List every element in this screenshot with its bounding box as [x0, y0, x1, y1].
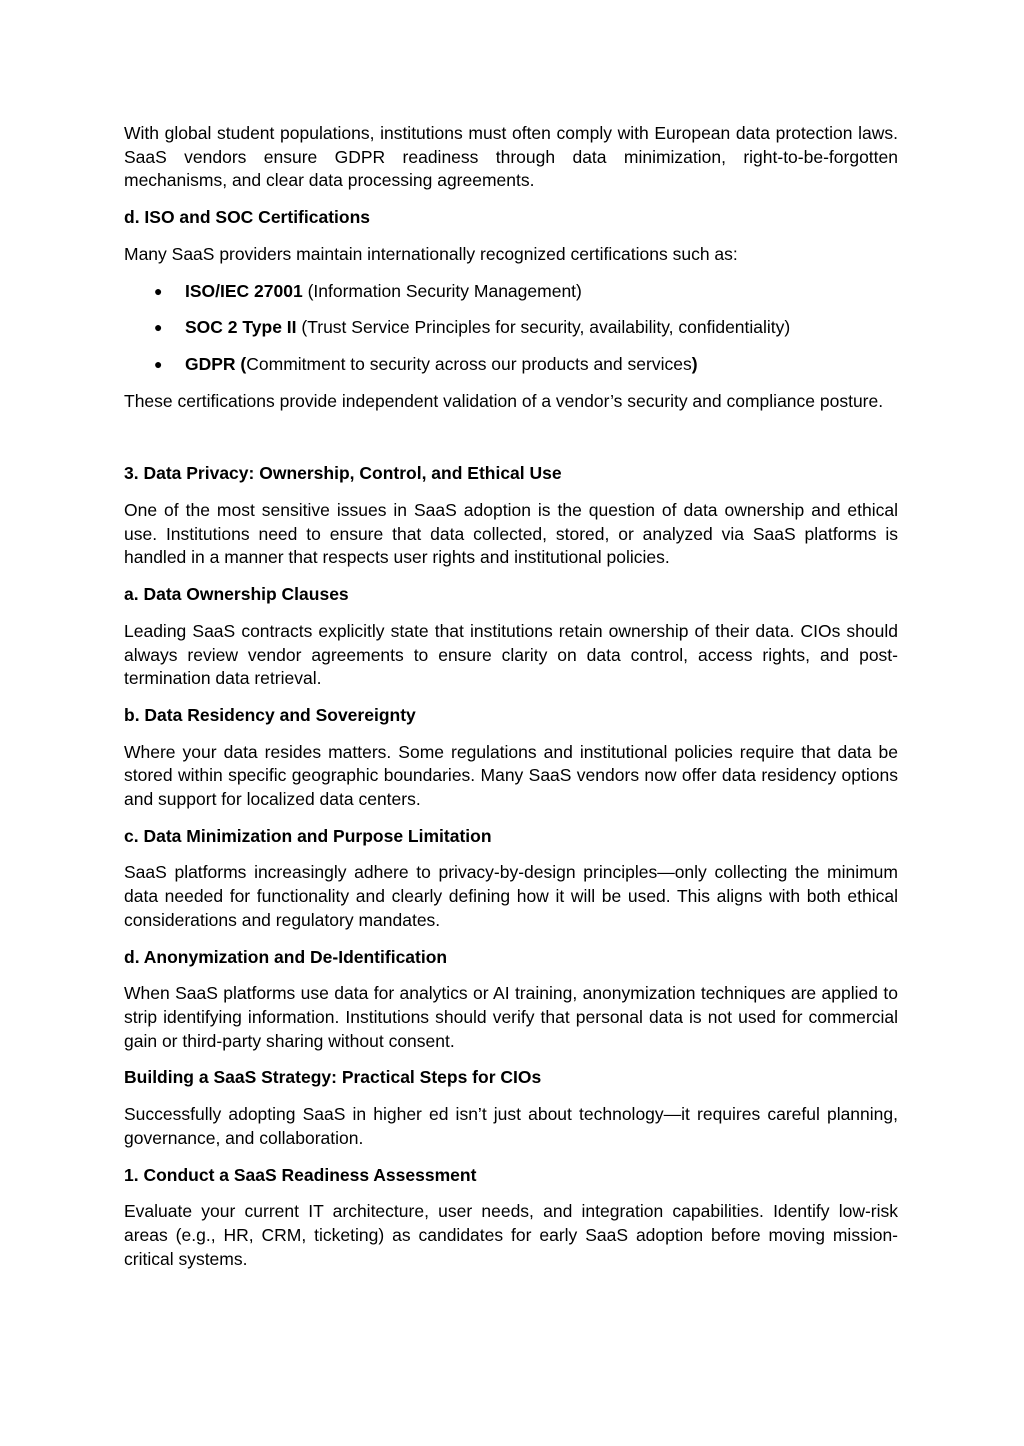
cert-name: GDPR (	[185, 353, 247, 374]
cert-description: (Information Security Management)	[302, 280, 582, 301]
anonymization-heading: d. Anonymization and De-Identification	[124, 946, 448, 967]
strategy-heading: Building a SaaS Strategy: Practical Steps for CIOs	[124, 1067, 542, 1088]
minimization-paragraph: SaaS platforms increasingly adhere to privacy-by-design principles—only collecting the minimum data needed for functionality and clearly defining how it will be used. This aligns with both ethical considerations and regulatory mandates.	[124, 862, 898, 930]
certifications-list	[124, 280, 898, 377]
list-item	[124, 316, 898, 340]
gdpr-paragraph: With global student populations, institutions must often comply with European data protection laws. SaaS vendors ensure GDPR readiness through data minimization, right-to-be-forgotten mechanisms, and clear data processing agreements.	[124, 123, 898, 191]
cert-description: (Trust Service Principles for security, availability, confidentiality)	[296, 317, 791, 338]
readiness-heading: 1. Conduct a SaaS Readiness Assessment	[124, 1164, 477, 1185]
ownership-paragraph: Leading SaaS contracts explicitly state that institutions retain ownership of their data. CIOs should always review vendor agreements to ensure clarity on data control, access rights, and post-termination data retrieval.	[124, 620, 898, 689]
cert-name: SOC 2 Type II	[185, 317, 297, 338]
minimization-heading: c. Data Minimization and Purpose Limitation	[124, 825, 492, 846]
cert-close-paren: )	[691, 353, 698, 374]
readiness-paragraph: Evaluate your current IT architecture, user needs, and integration capabilities. Identify low-risk areas (e.g., HR, CRM, ticketing) as candidates for early SaaS adoption before moving mission-critical systems.	[124, 1201, 898, 1269]
bullet-icon: ●	[154, 319, 163, 336]
certifications-intro: Many SaaS providers maintain internationally recognized certifications such as:	[124, 243, 738, 264]
section-3-paragraph: One of the most sensitive issues in SaaS adoption is the question of data ownership and ethical use. Institutions need to ensure that data collected, stored, or analyzed via SaaS platforms is handled in a manner that respects user rights and institutional policies.	[124, 500, 898, 568]
document-page	[124, 122, 898, 1284]
residency-paragraph: Where your data resides matters. Some regulations and institutional policies require that data be stored within specific geographic boundaries. Many SaaS vendors now offer data residency options and support for localized data centers.	[124, 741, 898, 810]
anonymization-paragraph: When SaaS platforms use data for analytics or AI training, anonymization techniques are applied to strip identifying information. Institutions should verify that personal data is not used for commercial gain or third-party sharing without consent.	[124, 983, 898, 1051]
list-item	[124, 280, 898, 304]
iso-soc-heading: d. ISO and SOC Certifications	[124, 207, 371, 228]
bullet-icon: ●	[154, 355, 163, 372]
cert-description: Commitment to security across our products and services	[246, 353, 692, 374]
section-spacer	[124, 426, 898, 462]
strategy-paragraph: Successfully adopting SaaS in higher ed isn’t just about technology—it requires careful planning, governance, and collaboration.	[124, 1104, 898, 1148]
residency-heading: b. Data Residency and Sovereignty	[124, 704, 416, 725]
list-item	[124, 353, 898, 377]
bullet-icon: ●	[154, 282, 163, 299]
ownership-heading: a. Data Ownership Clauses	[124, 584, 349, 605]
certifications-outro: These certifications provide independent validation of a vendor’s security and compliance posture.	[124, 390, 884, 411]
cert-name: ISO/IEC 27001	[185, 280, 303, 301]
section-3-heading: 3. Data Privacy: Ownership, Control, and Ethical Use	[124, 463, 562, 484]
